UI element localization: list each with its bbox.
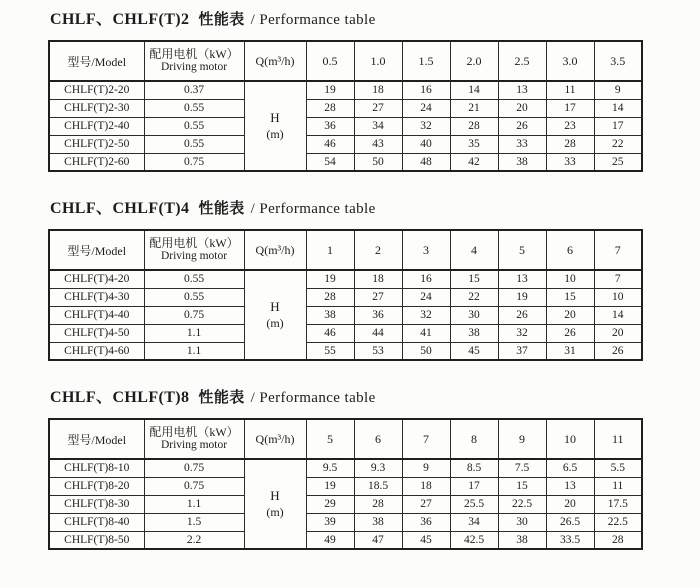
head-value-cell: 27 — [354, 288, 402, 306]
head-symbol: H — [270, 109, 280, 125]
head-unit: (m) — [266, 504, 284, 519]
table-row — [49, 495, 642, 513]
header-flow-value: 4 — [450, 230, 498, 270]
head-value-cell: 18 — [402, 477, 450, 495]
head-symbol: H — [270, 487, 280, 503]
head-value-cell: 45 — [450, 342, 498, 360]
performance-table — [48, 40, 643, 172]
header-flow-value: 7 — [402, 419, 450, 459]
model-cell: CHLF(T)8-40 — [49, 513, 144, 531]
head-value-cell: 25 — [594, 153, 642, 171]
header-flow-value: 10 — [546, 419, 594, 459]
header-flow-value: 1 — [306, 230, 354, 270]
table-row — [49, 270, 642, 288]
head-value-cell: 6.5 — [546, 459, 594, 477]
head-value-cell: 19 — [498, 288, 546, 306]
motor-power-cell: 0.75 — [144, 477, 244, 495]
section-title — [50, 384, 700, 407]
head-value-cell: 27 — [354, 99, 402, 117]
header-motor — [144, 230, 244, 270]
head-value-cell: 24 — [402, 99, 450, 117]
head-value-cell: 22 — [594, 135, 642, 153]
model-cell: CHLF(T)2-40 — [49, 117, 144, 135]
header-motor-en: Driving motor — [160, 439, 228, 452]
header-flow-value: 0.5 — [306, 41, 354, 81]
head-value-cell: 20 — [546, 495, 594, 513]
header-model: 型号/Model — [49, 41, 144, 81]
head-value-cell: 15 — [450, 270, 498, 288]
table-row — [49, 306, 642, 324]
header-model: 型号/Model — [49, 419, 144, 459]
head-value-cell: 15 — [498, 477, 546, 495]
head-value-cell: 18.5 — [354, 477, 402, 495]
head-value-cell: 7 — [594, 270, 642, 288]
head-value-cell: 28 — [354, 495, 402, 513]
head-value-cell: 32 — [402, 306, 450, 324]
header-motor-en: Driving motor — [160, 61, 228, 74]
head-value-cell: 17 — [450, 477, 498, 495]
header-flow-value: 6 — [546, 230, 594, 270]
head-value-cell: 22.5 — [498, 495, 546, 513]
head-value-cell: 34 — [450, 513, 498, 531]
head-value-cell: 40 — [402, 135, 450, 153]
model-cell: CHLF(T)8-50 — [49, 531, 144, 549]
head-value-cell: 43 — [354, 135, 402, 153]
header-row — [49, 230, 642, 270]
motor-power-cell: 1.1 — [144, 342, 244, 360]
head-value-cell: 25.5 — [450, 495, 498, 513]
head-value-cell: 32 — [402, 117, 450, 135]
table-row — [49, 99, 642, 117]
head-unit: (m) — [266, 315, 284, 330]
head-value-cell: 29 — [306, 495, 354, 513]
head-value-cell: 22.5 — [594, 513, 642, 531]
head-value-cell: 30 — [450, 306, 498, 324]
head-value-cell: 17.5 — [594, 495, 642, 513]
head-value-cell: 35 — [450, 135, 498, 153]
motor-power-cell: 0.75 — [144, 306, 244, 324]
head-value-cell: 36 — [402, 513, 450, 531]
head-value-cell: 16 — [402, 270, 450, 288]
table-row — [49, 459, 642, 477]
head-value-cell: 27 — [402, 495, 450, 513]
head-value-cell: 24 — [402, 288, 450, 306]
header-flow-value: 6 — [354, 419, 402, 459]
head-unit: (m) — [266, 126, 284, 141]
section-title — [50, 6, 700, 29]
head-value-cell: 53 — [354, 342, 402, 360]
head-value-cell: 20 — [594, 324, 642, 342]
head-value-cell: 33 — [498, 135, 546, 153]
table-header — [49, 41, 642, 81]
head-value-cell: 11 — [546, 81, 594, 99]
head-value-cell: 18 — [354, 270, 402, 288]
performance-section — [48, 384, 700, 550]
head-value-cell: 23 — [546, 117, 594, 135]
section-title — [50, 195, 700, 218]
head-value-cell: 42.5 — [450, 531, 498, 549]
head-value-cell: 50 — [354, 153, 402, 171]
title-en: / Performance table — [250, 390, 376, 406]
head-value-cell: 55 — [306, 342, 354, 360]
head-value-cell: 28 — [306, 288, 354, 306]
header-flow-value: 9 — [498, 419, 546, 459]
head-value-cell: 22 — [450, 288, 498, 306]
head-value-cell: 26 — [546, 324, 594, 342]
model-cell: CHLF(T)4-50 — [49, 324, 144, 342]
header-flow-value: 1.5 — [402, 41, 450, 81]
head-value-cell: 37 — [498, 342, 546, 360]
header-flow-value: 2 — [354, 230, 402, 270]
head-value-cell: 46 — [306, 324, 354, 342]
head-value-cell: 45 — [402, 531, 450, 549]
head-value-cell: 17 — [594, 117, 642, 135]
header-row — [49, 41, 642, 81]
motor-power-cell: 1.5 — [144, 513, 244, 531]
head-value-cell: 38 — [498, 531, 546, 549]
head-value-cell: 14 — [450, 81, 498, 99]
table-body — [49, 459, 642, 549]
head-value-cell: 26 — [594, 342, 642, 360]
head-value-cell: 14 — [594, 306, 642, 324]
head-value-cell: 19 — [306, 270, 354, 288]
header-row — [49, 419, 642, 459]
table-header — [49, 230, 642, 270]
head-value-cell: 28 — [546, 135, 594, 153]
head-value-cell: 21 — [450, 99, 498, 117]
head-value-cell: 18 — [354, 81, 402, 99]
title-en: / Performance table — [250, 201, 376, 217]
head-value-cell: 5.5 — [594, 459, 642, 477]
head-value-cell: 31 — [546, 342, 594, 360]
header-motor-cn: 配用电机（kW） — [149, 424, 239, 439]
head-value-cell: 20 — [546, 306, 594, 324]
head-value-cell: 38 — [354, 513, 402, 531]
head-value-cell: 13 — [498, 81, 546, 99]
header-flow-value: 3.0 — [546, 41, 594, 81]
head-value-cell: 47 — [354, 531, 402, 549]
head-value-cell: 28 — [450, 117, 498, 135]
header-motor — [144, 419, 244, 459]
model-cell: CHLF(T)4-30 — [49, 288, 144, 306]
header-flow-value: 11 — [594, 419, 642, 459]
head-unit-cell — [244, 81, 306, 171]
performance-table — [48, 418, 643, 550]
model-cell: CHLF(T)2-60 — [49, 153, 144, 171]
head-value-cell: 8.5 — [450, 459, 498, 477]
head-value-cell: 26 — [498, 117, 546, 135]
head-value-cell: 28 — [306, 99, 354, 117]
header-flow-value: 5 — [306, 419, 354, 459]
head-value-cell: 32 — [498, 324, 546, 342]
title-en: / Performance table — [250, 12, 376, 28]
title-series: CHLF、CHLF(T)2 — [50, 11, 190, 28]
table-row — [49, 135, 642, 153]
header-flow-value: 7 — [594, 230, 642, 270]
header-flow-value: 2.0 — [450, 41, 498, 81]
header-flow: Q(m³/h) — [244, 230, 306, 270]
header-flow-value: 8 — [450, 419, 498, 459]
table-row — [49, 324, 642, 342]
head-value-cell: 15 — [546, 288, 594, 306]
motor-power-cell: 0.55 — [144, 288, 244, 306]
header-flow-value: 2.5 — [498, 41, 546, 81]
head-value-cell: 36 — [306, 117, 354, 135]
title-cn: 性能表 — [198, 201, 245, 217]
performance-section — [48, 195, 700, 361]
motor-power-cell: 0.55 — [144, 99, 244, 117]
head-value-cell: 41 — [402, 324, 450, 342]
head-value-cell: 10 — [594, 288, 642, 306]
motor-power-cell: 0.55 — [144, 270, 244, 288]
header-flow-value: 1.0 — [354, 41, 402, 81]
head-value-cell: 50 — [402, 342, 450, 360]
title-cn: 性能表 — [198, 390, 245, 406]
header-flow: Q(m³/h) — [244, 419, 306, 459]
head-value-cell: 28 — [594, 531, 642, 549]
model-cell: CHLF(T)8-20 — [49, 477, 144, 495]
model-cell: CHLF(T)4-40 — [49, 306, 144, 324]
head-value-cell: 33 — [546, 153, 594, 171]
model-cell: CHLF(T)8-30 — [49, 495, 144, 513]
head-value-cell: 19 — [306, 477, 354, 495]
header-motor — [144, 41, 244, 81]
head-unit-cell — [244, 270, 306, 360]
table-row — [49, 288, 642, 306]
head-value-cell: 38 — [498, 153, 546, 171]
head-value-cell: 9.3 — [354, 459, 402, 477]
table-row — [49, 117, 642, 135]
header-motor-cn: 配用电机（kW） — [149, 235, 239, 250]
head-value-cell: 10 — [546, 270, 594, 288]
head-value-cell: 17 — [546, 99, 594, 117]
header-flow-value: 5 — [498, 230, 546, 270]
head-value-cell: 42 — [450, 153, 498, 171]
performance-table — [48, 229, 643, 361]
model-cell: CHLF(T)2-20 — [49, 81, 144, 99]
head-value-cell: 9.5 — [306, 459, 354, 477]
table-row — [49, 531, 642, 549]
table-body — [49, 270, 642, 360]
table-row — [49, 81, 642, 99]
head-value-cell: 19 — [306, 81, 354, 99]
table-row — [49, 342, 642, 360]
motor-power-cell: 2.2 — [144, 531, 244, 549]
motor-power-cell: 0.75 — [144, 459, 244, 477]
header-model: 型号/Model — [49, 230, 144, 270]
head-value-cell: 26 — [498, 306, 546, 324]
head-value-cell: 48 — [402, 153, 450, 171]
head-value-cell: 34 — [354, 117, 402, 135]
head-value-cell: 11 — [594, 477, 642, 495]
head-value-cell: 20 — [498, 99, 546, 117]
head-value-cell: 26.5 — [546, 513, 594, 531]
head-value-cell: 16 — [402, 81, 450, 99]
head-unit-cell — [244, 459, 306, 549]
table-row — [49, 153, 642, 171]
title-cn: 性能表 — [198, 12, 245, 28]
head-value-cell: 38 — [306, 306, 354, 324]
table-header — [49, 419, 642, 459]
header-flow-value: 3 — [402, 230, 450, 270]
head-value-cell: 54 — [306, 153, 354, 171]
model-cell: CHLF(T)2-50 — [49, 135, 144, 153]
header-flow: Q(m³/h) — [244, 41, 306, 81]
head-symbol: H — [270, 298, 280, 314]
motor-power-cell: 1.1 — [144, 495, 244, 513]
performance-section — [48, 6, 700, 172]
head-value-cell: 46 — [306, 135, 354, 153]
motor-power-cell: 1.1 — [144, 324, 244, 342]
motor-power-cell: 0.75 — [144, 153, 244, 171]
header-flow-value: 3.5 — [594, 41, 642, 81]
head-value-cell: 13 — [498, 270, 546, 288]
model-cell: CHLF(T)4-60 — [49, 342, 144, 360]
head-value-cell: 13 — [546, 477, 594, 495]
header-motor-cn: 配用电机（kW） — [149, 46, 239, 61]
model-cell: CHLF(T)4-20 — [49, 270, 144, 288]
motor-power-cell: 0.55 — [144, 117, 244, 135]
model-cell: CHLF(T)8-10 — [49, 459, 144, 477]
head-value-cell: 9 — [402, 459, 450, 477]
motor-power-cell: 0.55 — [144, 135, 244, 153]
head-value-cell: 39 — [306, 513, 354, 531]
title-series: CHLF、CHLF(T)8 — [50, 389, 190, 406]
head-value-cell: 9 — [594, 81, 642, 99]
head-value-cell: 14 — [594, 99, 642, 117]
model-cell: CHLF(T)2-30 — [49, 99, 144, 117]
table-row — [49, 513, 642, 531]
motor-power-cell: 0.37 — [144, 81, 244, 99]
head-value-cell: 36 — [354, 306, 402, 324]
table-row — [49, 477, 642, 495]
head-value-cell: 38 — [450, 324, 498, 342]
header-motor-en: Driving motor — [160, 250, 228, 263]
title-series: CHLF、CHLF(T)4 — [50, 200, 190, 217]
head-value-cell: 7.5 — [498, 459, 546, 477]
head-value-cell: 49 — [306, 531, 354, 549]
table-body — [49, 81, 642, 171]
head-value-cell: 33.5 — [546, 531, 594, 549]
head-value-cell: 30 — [498, 513, 546, 531]
head-value-cell: 44 — [354, 324, 402, 342]
